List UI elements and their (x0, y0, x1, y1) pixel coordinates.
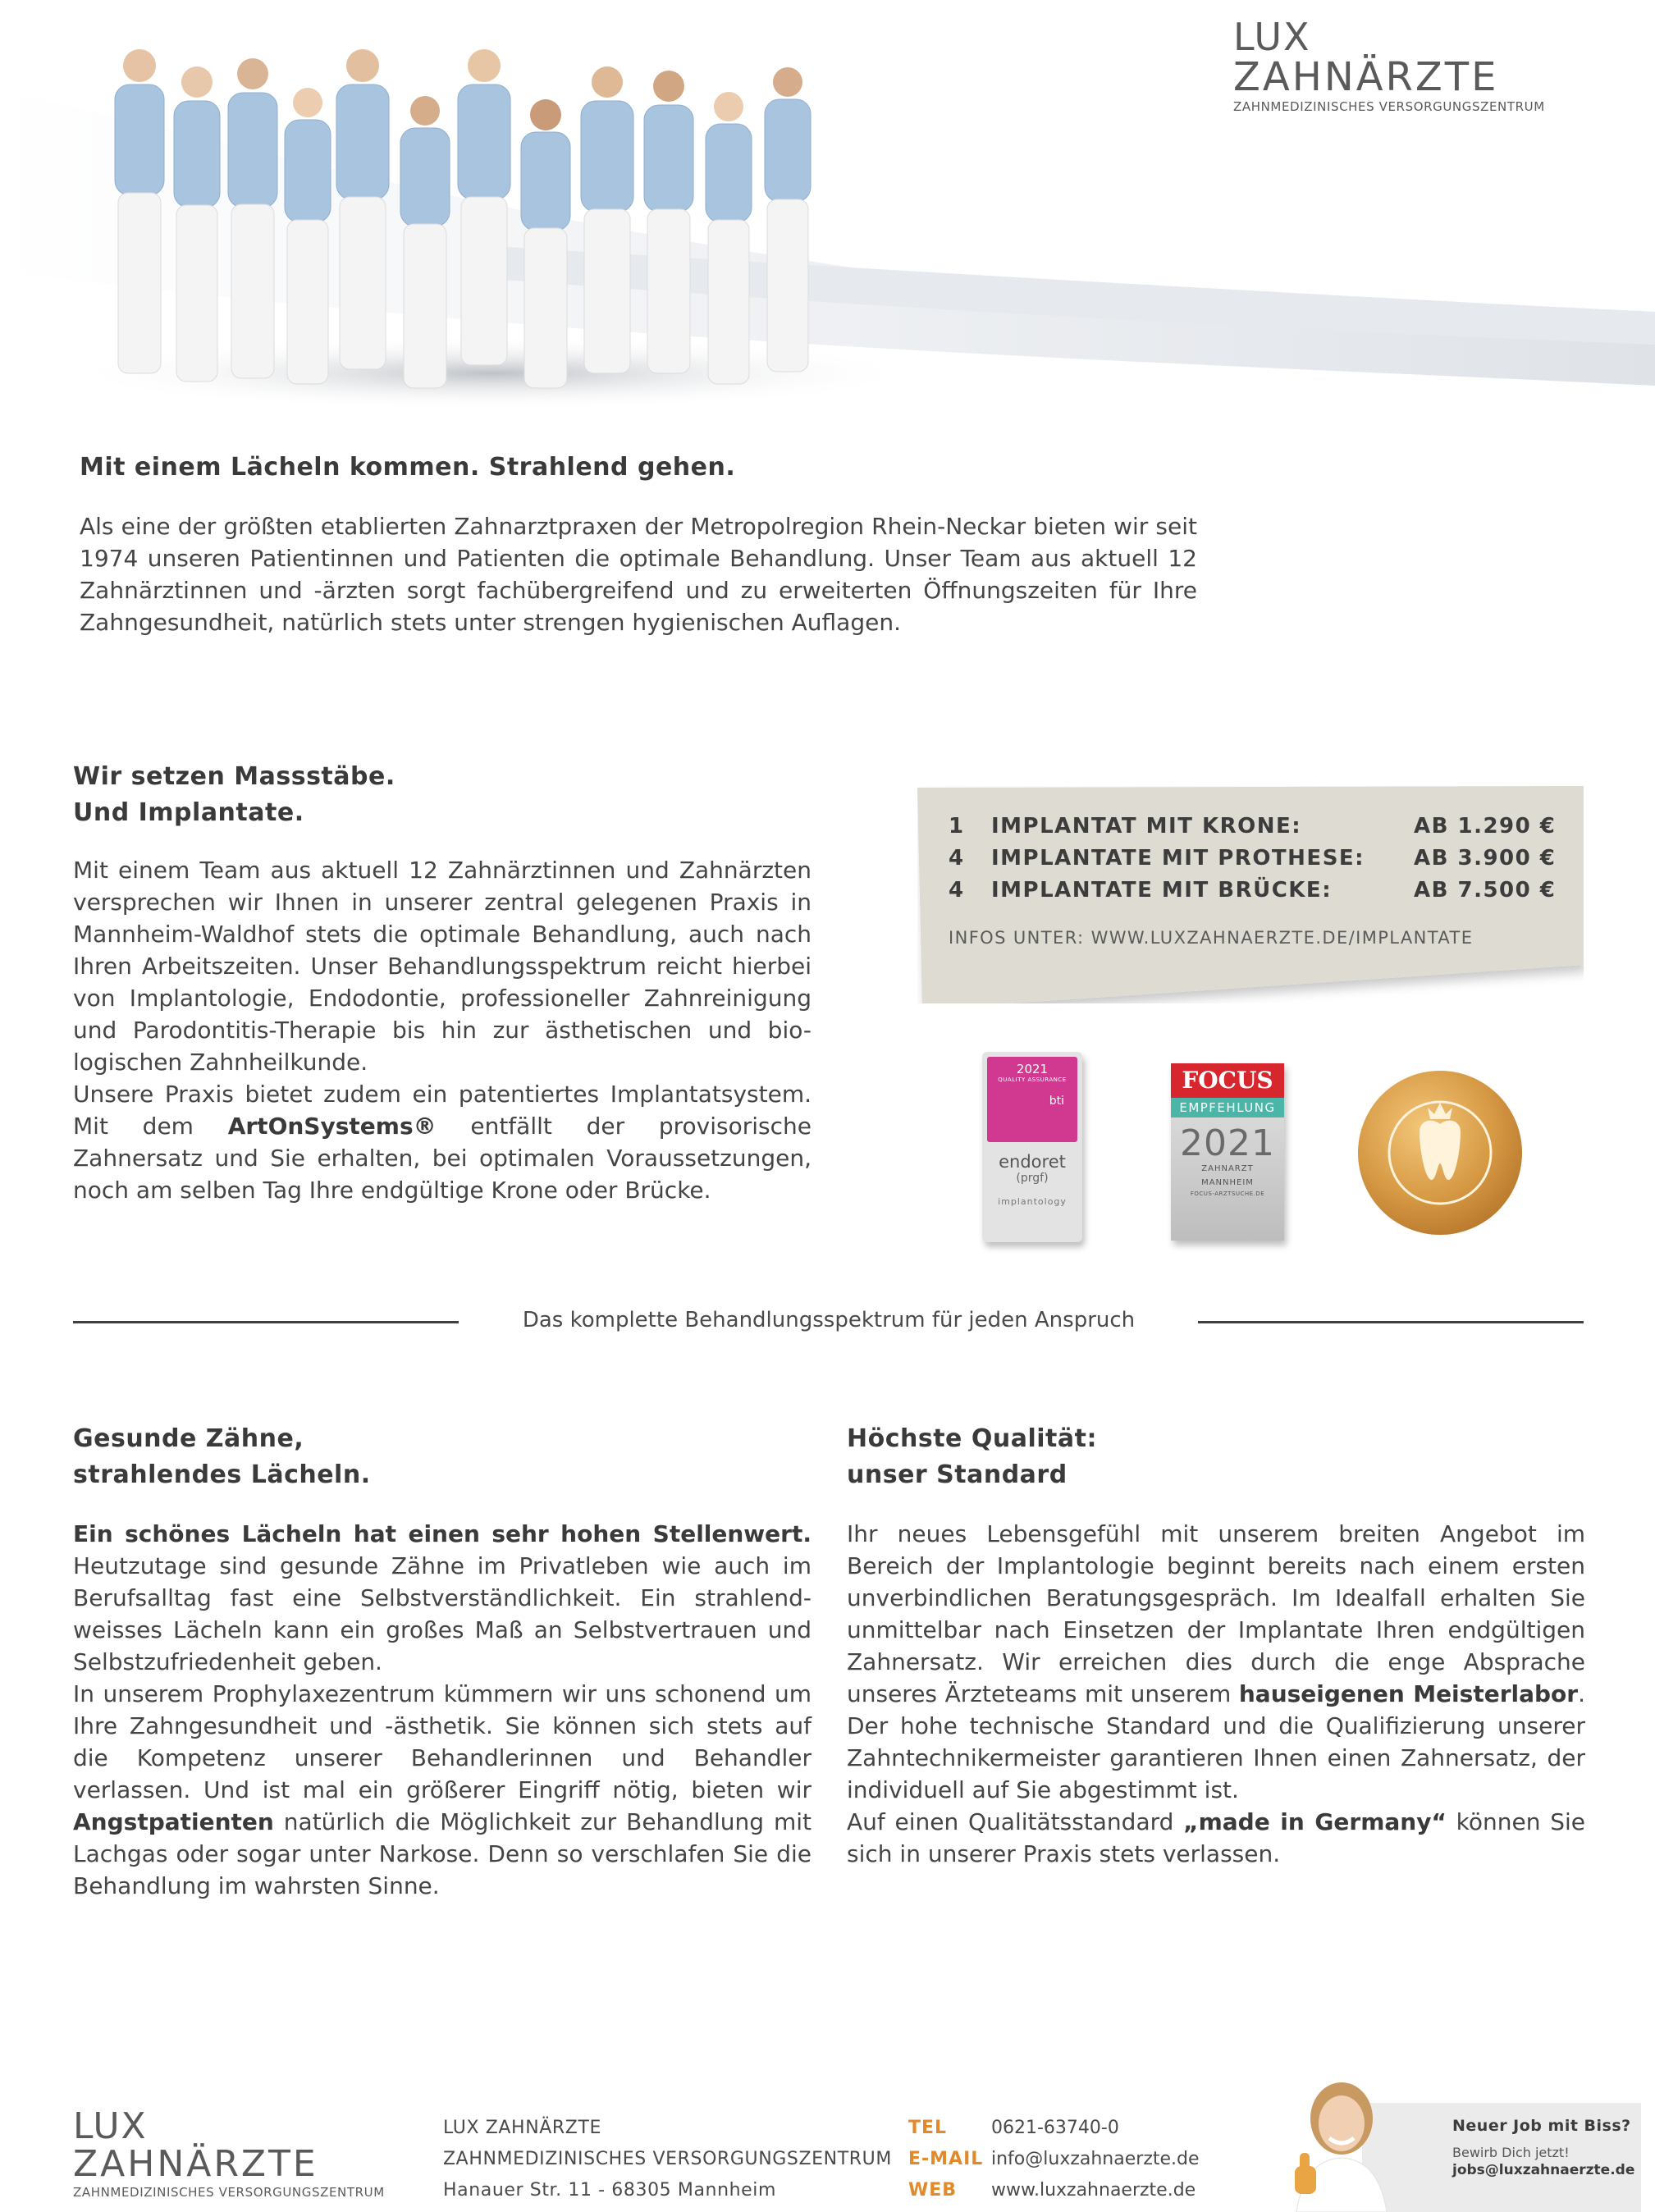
footer-address-mvz: ZAHNMEDIZINISCHES VERSORGUNGSZENTRUM (443, 2149, 892, 2169)
header-logo[interactable] (1233, 15, 1545, 115)
quality-section (847, 1421, 1585, 1870)
divider-caption: Das komplette Behandlungsspektrum für jeden Anspruch (522, 1308, 1136, 1332)
footer-logo[interactable]: LUX ZAHNÄRZTE ZAHNMEDIZINISCHES VERSORGUNGSZENTRUM (73, 2105, 385, 2200)
logo-line-zahnaerzte: ZAHNÄRZTE (1233, 54, 1499, 100)
healthy-paragraph-2: In unserem Prophylaxezentrum kümmern wir uns schonend um Ihre Zahngesundheit und -ästhetik. Sie können sich stets auf die Kompetenz unserer Behandlerinnen und Behandler verlassen. Und ist mal ein größerer Eingriff nötig, bieten wir Angstpatienten natürlich die Möglichkeit zur Behandlung mit Lachgas oder sogar unter Narkose. Denn so verschlafen Sie die Behandlung im wahrsten Sinne. (73, 1680, 811, 1899)
endoret-badge-pink: 2021 QUALITY ASSURANCE bti (987, 1057, 1077, 1142)
footer-address-street: Hanauer Str. 11 - 68305 Mannheim (443, 2180, 777, 2201)
job-promo-title: Neuer Job mit Biss? (1452, 2117, 1631, 2135)
footer-contact-values (991, 2113, 1200, 2206)
job-promo-woman-photo (1280, 2068, 1395, 2212)
quality-paragraph-2: Auf einen Qualitätsstandard „made in Germany“ können Sie sich in unserer Praxis stets verlassen. (847, 1808, 1585, 1867)
logo-line-lux: LUX (1233, 15, 1311, 59)
price-list (917, 814, 1584, 948)
intro-section (80, 450, 1197, 638)
job-promo-text (1452, 2117, 1634, 2178)
leading-implant-centers-seal (1354, 1067, 1526, 1239)
healthy-heading-line2: strahlendes Lächeln. (73, 1460, 371, 1489)
price-info-link[interactable]: INFOS UNTER: WWW.LUXZAHNAERZTE.DE/IMPLANTATE (949, 928, 1474, 948)
intro-heading: Mit einem Lächeln kommen. Strahlend gehen. (80, 453, 736, 482)
footer-address (443, 2113, 892, 2206)
footer-contact-labels (908, 2113, 983, 2206)
job-promo-sub: Bewirb Dich jetzt! (1452, 2145, 1570, 2160)
healthy-paragraph-1: Ein schönes Lächeln hat einen sehr hohen Stellenwert. Heutzutage sind gesunde Zähne im Privatleben wie auch im Berufsalltag fast eine Selbstverständlichkeit. Ein strahlend-weisses Lächeln kann ein großes Maß an Selbstvertrauen und Selbstzufriedenheit geben. (73, 1520, 811, 1675)
quality-heading-line2: unser Standard (847, 1460, 1068, 1489)
email-label: E-MAIL (908, 2149, 984, 2169)
implant-paragraph-1: Mit einem Team aus aktuell 12 Zahnärztinnen und Zahnärzten versprechen wir Ihnen in unserer zentral gelegenen Praxis in Mannheim-Waldhof stets die optimale Behandlung, auch nach Ihren Arbeitszeiten. Unser Behandlungsspektrum reicht hierbei von Implantologie, Endodontie, professioneller Zahnreinigung und Parodontitis-Therapie bis hin zur ästhetischen und bio-logischen Zahnheilkunde. (73, 857, 811, 1076)
tel-value[interactable]: 0621-63740-0 (991, 2118, 1119, 2138)
web-link[interactable]: www.luxzahnaerzte.de (991, 2180, 1196, 2201)
price-row: 4 IMPLANTATE MIT PROTHESE: AB 3.900 € (949, 846, 1557, 871)
price-row: 4 IMPLANTATE MIT BRÜCKE: AB 7.500 € (949, 878, 1557, 903)
price-row: 1 IMPLANTAT MIT KRONE: AB 1.290 € (949, 814, 1557, 839)
footer-address-name: LUX ZAHNÄRZTE (443, 2118, 601, 2138)
artonsystems-name: ArtOnSystems® (227, 1113, 437, 1140)
intro-text: Als eine der größten etablierten Zahnarztpraxen der Metropolregion Rhein-Neckar bieten wir seit 1974 unseren Patientinnen und Patienten die optimale Behandlung. Unser Team aus aktuell 12 Zahnärztinnen und -ärzten sorgt fachübergreifend und zu erweiterten Öffnungszeiten für Ihre Zahngesundheit, natürlich stets unter strengen hygienischen Auflagen. (80, 513, 1197, 636)
job-promo-email[interactable]: jobs@luxzahnaerzte.de (1452, 2162, 1635, 2178)
focus-badge: FOCUS EMPFEHLUNG 2021 ZAHNARZT MANNHEIM FOCUS-ARZTSUCHE.DE (1171, 1063, 1284, 1241)
implant-heading-line2: Und Implantate. (73, 798, 304, 827)
implant-heading-line1: Wir setzen Massstäbe. (73, 762, 395, 791)
implant-section (73, 759, 811, 1206)
team-photo (90, 45, 878, 414)
tel-label: TEL (908, 2118, 948, 2138)
logo-line-mvz: ZAHNMEDIZINISCHES VERSORGUNGSZENTRUM (1233, 99, 1545, 114)
quality-paragraph-1: Ihr neues Lebensgefühl mit unserem breiten Angebot im Bereich der Implantologie beginnt bereits nach einem ersten unverbindlichen Beratungsgespräch. Im Idealfall erhalten Sie unmittelbar nach Einsetzen der Implantate Ihren endgültigen Zahnersatz. Wir erreichen dies durch die enge Absprache unseres Ärzteteams mit unserem hauseigenen Meisterlabor. Der hohe technische Standard und die Qualifizierung unserer Zahntechnikermeister garantieren Ihnen einen Zahnersatz, der individuell auf Sie abgestimmt ist. (847, 1520, 1585, 1803)
web-label: WEB (908, 2180, 958, 2201)
implant-paragraph-2: Unsere Praxis bietet zudem ein patentiertes Implantatsystem. Mit dem ArtOnSystems® entfällt der provisorische Zahnersatz und Sie erhalten, bei optimalen Voraussetzungen, noch am selben Tag Ihre endgültige Krone oder Brücke. (73, 1081, 811, 1204)
divider-rule-right (1198, 1321, 1584, 1323)
email-link[interactable]: info@luxzahnaerzte.de (991, 2149, 1200, 2169)
quality-heading-line1: Höchste Qualität: (847, 1424, 1097, 1453)
divider-rule-left (73, 1321, 459, 1323)
healthy-heading-line1: Gesunde Zähne, (73, 1424, 304, 1453)
healthy-teeth-section (73, 1421, 811, 1902)
endoret-badge: 2021 QUALITY ASSURANCE bti endoret (prgf) implantology (982, 1052, 1082, 1242)
